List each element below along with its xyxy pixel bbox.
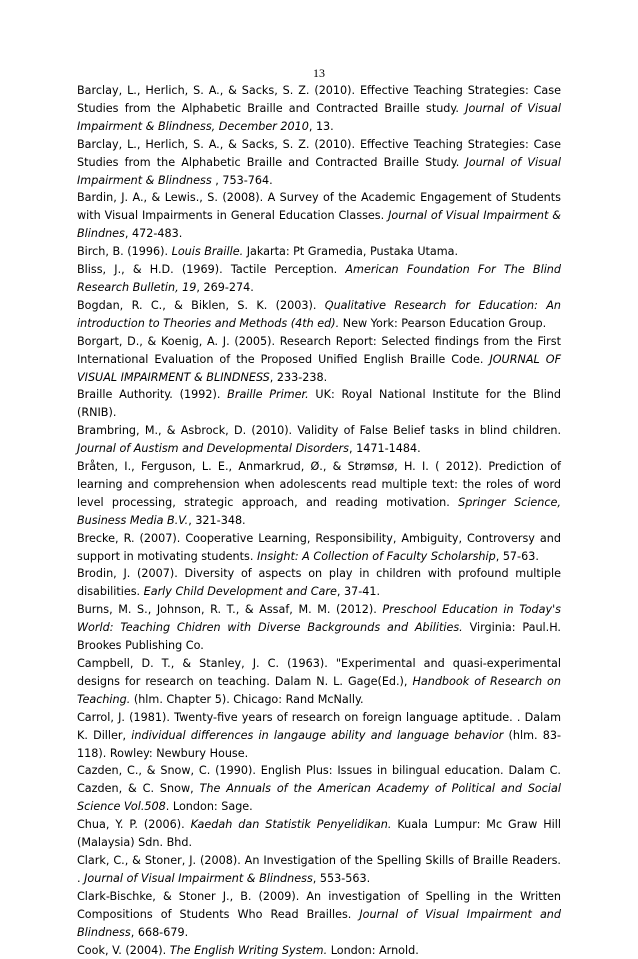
reference-text: , 1471-1484. xyxy=(349,442,421,455)
reference-text: Bogdan, R. C., & Biklen, S. K. (2003). xyxy=(77,299,325,312)
reference-source-italic: Journal of Visual Impairment and Blindness xyxy=(77,908,561,939)
reference-text: Bardin, J. A., & Lewis., S. (2008). A Survey of the Academic Engagement of Students with Visual Impairments in General Education Classes. xyxy=(77,191,561,222)
reference-source-italic: Louis Braille. xyxy=(172,245,244,258)
reference-source-italic: individual differences in langauge ability and language behavior xyxy=(131,729,503,742)
reference-text: UK: Royal National Institute for the Blind (RNIB). xyxy=(77,388,561,419)
reference-text: Birch, B. (1996). xyxy=(77,245,172,258)
reference-text: , 668-679. xyxy=(131,926,188,939)
reference-source-italic: Braille Primer. xyxy=(227,388,308,401)
reference-text: New York: Pearson Education Group. xyxy=(339,317,546,330)
reference-entry xyxy=(77,136,561,190)
reference-entry xyxy=(77,243,561,261)
reference-text: London: Arnold. xyxy=(327,944,419,957)
reference-source-italic: The Annuals of the American Academy of Political and Social Science Vol.508 xyxy=(77,782,561,813)
reference-entry xyxy=(77,530,561,566)
reference-text: Braille Authority. (1992). xyxy=(77,388,227,401)
reference-source-italic: Qualitative Research for Education: An introduction to Theories and Methods (4th ed). xyxy=(77,299,561,330)
reference-source-italic: Journal of Visual Impairment & Blindnes xyxy=(77,209,561,240)
reference-entry xyxy=(77,82,561,136)
reference-text: Kuala Lumpur: Mc Graw Hill (Malaysia) Sdn. Bhd. xyxy=(77,818,561,849)
reference-source-italic: Journal of Austism and Developmental Disorders xyxy=(77,442,349,455)
reference-text: , 13. xyxy=(309,120,334,133)
reference-text: (hlm. Chapter 5). Chicago: Rand McNally. xyxy=(130,693,363,706)
reference-source-italic: The English Writing System. xyxy=(170,944,327,957)
reference-entry xyxy=(77,565,561,601)
reference-text: Jakarta: Pt Gramedia, Pustaka Utama. xyxy=(243,245,458,258)
reference-text: , 472-483. xyxy=(125,227,182,240)
reference-entry xyxy=(77,655,561,709)
reference-text: Barclay, L., Herlich, S. A., & Sacks, S. Z. (2010). Effective Teaching Strategies: Case Studies from the Alphabetic Braille and Contracted Braille Study. xyxy=(77,138,561,169)
reference-text: Virginia: Paul.H. Brookes Publishing Co. xyxy=(77,621,561,652)
reference-entry xyxy=(77,852,561,888)
reference-text: , 233-238. xyxy=(270,371,327,384)
reference-text: Carrol, J. (1981). Twenty-five years of research on foreign language aptitude. . Dalam K. Diller, xyxy=(77,711,561,742)
reference-text: Clark-Bischke, & Stoner J., B. (2009). An investigation of Spelling in the Written Compositions of Students Who Read Brailles. xyxy=(77,890,561,921)
reference-source-italic: Insight: A Collection of Faculty Scholarship xyxy=(257,550,496,563)
reference-text: Brodin, J. (2007). Diversity of aspects on play in children with profound multiple disabilities. xyxy=(77,567,561,598)
reference-text: Barclay, L., Herlich, S. A., & Sacks, S. Z. (2010). Effective Teaching Strategies: Case Studies from the Alphabetic Braille and Contracted Braille study. xyxy=(77,84,561,115)
reference-source-italic: Early Child Development and Care xyxy=(144,585,337,598)
reference-entry xyxy=(77,601,561,655)
reference-list xyxy=(77,82,561,959)
reference-entry xyxy=(77,709,561,763)
reference-entry xyxy=(77,942,561,959)
reference-text: Brecke, R. (2007). Cooperative Learning, Responsibility, Ambiguity, Controversy and support in motivating students. xyxy=(77,532,561,563)
reference-source-italic: Kaedah dan Statistik Penyelidikan. xyxy=(191,818,392,831)
reference-source-italic: Journal of Visual Impairment & Blindness xyxy=(77,156,561,187)
reference-source-italic: Preschool Education in Today's World: Teaching Chidren with Diverse Backgrounds and Abilities. xyxy=(77,603,561,634)
reference-text: Chua, Y. P. (2006). xyxy=(77,818,191,831)
reference-text: (hlm. 83-118). Rowley: Newbury House. xyxy=(77,729,561,760)
reference-text: . London: Sage. xyxy=(166,800,253,813)
reference-entry xyxy=(77,816,561,852)
page-number: 13 xyxy=(0,66,638,81)
reference-text: Bliss, J., & H.D. (1969). Tactile Perception. xyxy=(77,263,345,276)
reference-source-italic: Journal of Visual Impairment & Blindness, December 2010 xyxy=(77,102,561,133)
reference-text: , 57-63. xyxy=(496,550,539,563)
reference-source-italic: Journal of Visual Impairment & Blindness xyxy=(84,872,313,885)
reference-text: , 753-764. xyxy=(212,174,273,187)
reference-text: Cazden, C., & Snow, C. (1990). English Plus: Issues in bilingual education. Dalam C. Cazden, & C. Snow, xyxy=(77,764,561,795)
reference-entry xyxy=(77,888,561,942)
reference-source-italic: Handbook of Research on Teaching. xyxy=(77,675,561,706)
reference-text: , 269-274. xyxy=(196,281,253,294)
reference-text: Clark, C., & Stoner, J. (2008). An Investigation of the Spelling Skills of Braille Readers. . xyxy=(77,854,561,885)
reference-source-italic: JOURNAL OF VISUAL IMPAIRMENT & BLINDNESS xyxy=(77,353,561,384)
reference-text: Burns, M. S., Johnson, R. T., & Assaf, M. M. (2012). xyxy=(77,603,382,616)
reference-text: , 37-41. xyxy=(337,585,380,598)
reference-text: Borgart, D., & Koenig, A. J. (2005). Research Report: Selected findings from the First International Evaluation of the Proposed Unified English Braille Code. xyxy=(77,335,561,366)
reference-entry xyxy=(77,189,561,243)
reference-entry xyxy=(77,458,561,530)
reference-text: Brambring, M., & Asbrock, D. (2010). Validity of False Belief tasks in blind children. xyxy=(77,424,561,437)
reference-text: , 321-348. xyxy=(188,514,245,527)
reference-entry xyxy=(77,261,561,297)
reference-text: , 553-563. xyxy=(313,872,370,885)
reference-entry xyxy=(77,297,561,333)
reference-text: Bråten, I., Ferguson, L. E., Anmarkrud, Ø., & Strømsø, H. I. ( 2012). Prediction of learning and comprehension when adolescents read multiple text: the roles of word level processing, strategic approach, and reading motivation. xyxy=(77,460,561,509)
reference-entry xyxy=(77,333,561,387)
reference-source-italic: Springer Science, Business Media B.V. xyxy=(77,496,561,527)
reference-source-italic: American Foundation For The Blind Research Bulletin, 19 xyxy=(77,263,561,294)
reference-entry xyxy=(77,762,561,816)
reference-entry xyxy=(77,386,561,422)
reference-entry xyxy=(77,422,561,458)
reference-text: Cook, V. (2004). xyxy=(77,944,170,957)
reference-text: Campbell, D. T., & Stanley, J. C. (1963). "Experimental and quasi-experimental designs for research on teaching. Dalam N. L. Gage(Ed.), xyxy=(77,657,561,688)
